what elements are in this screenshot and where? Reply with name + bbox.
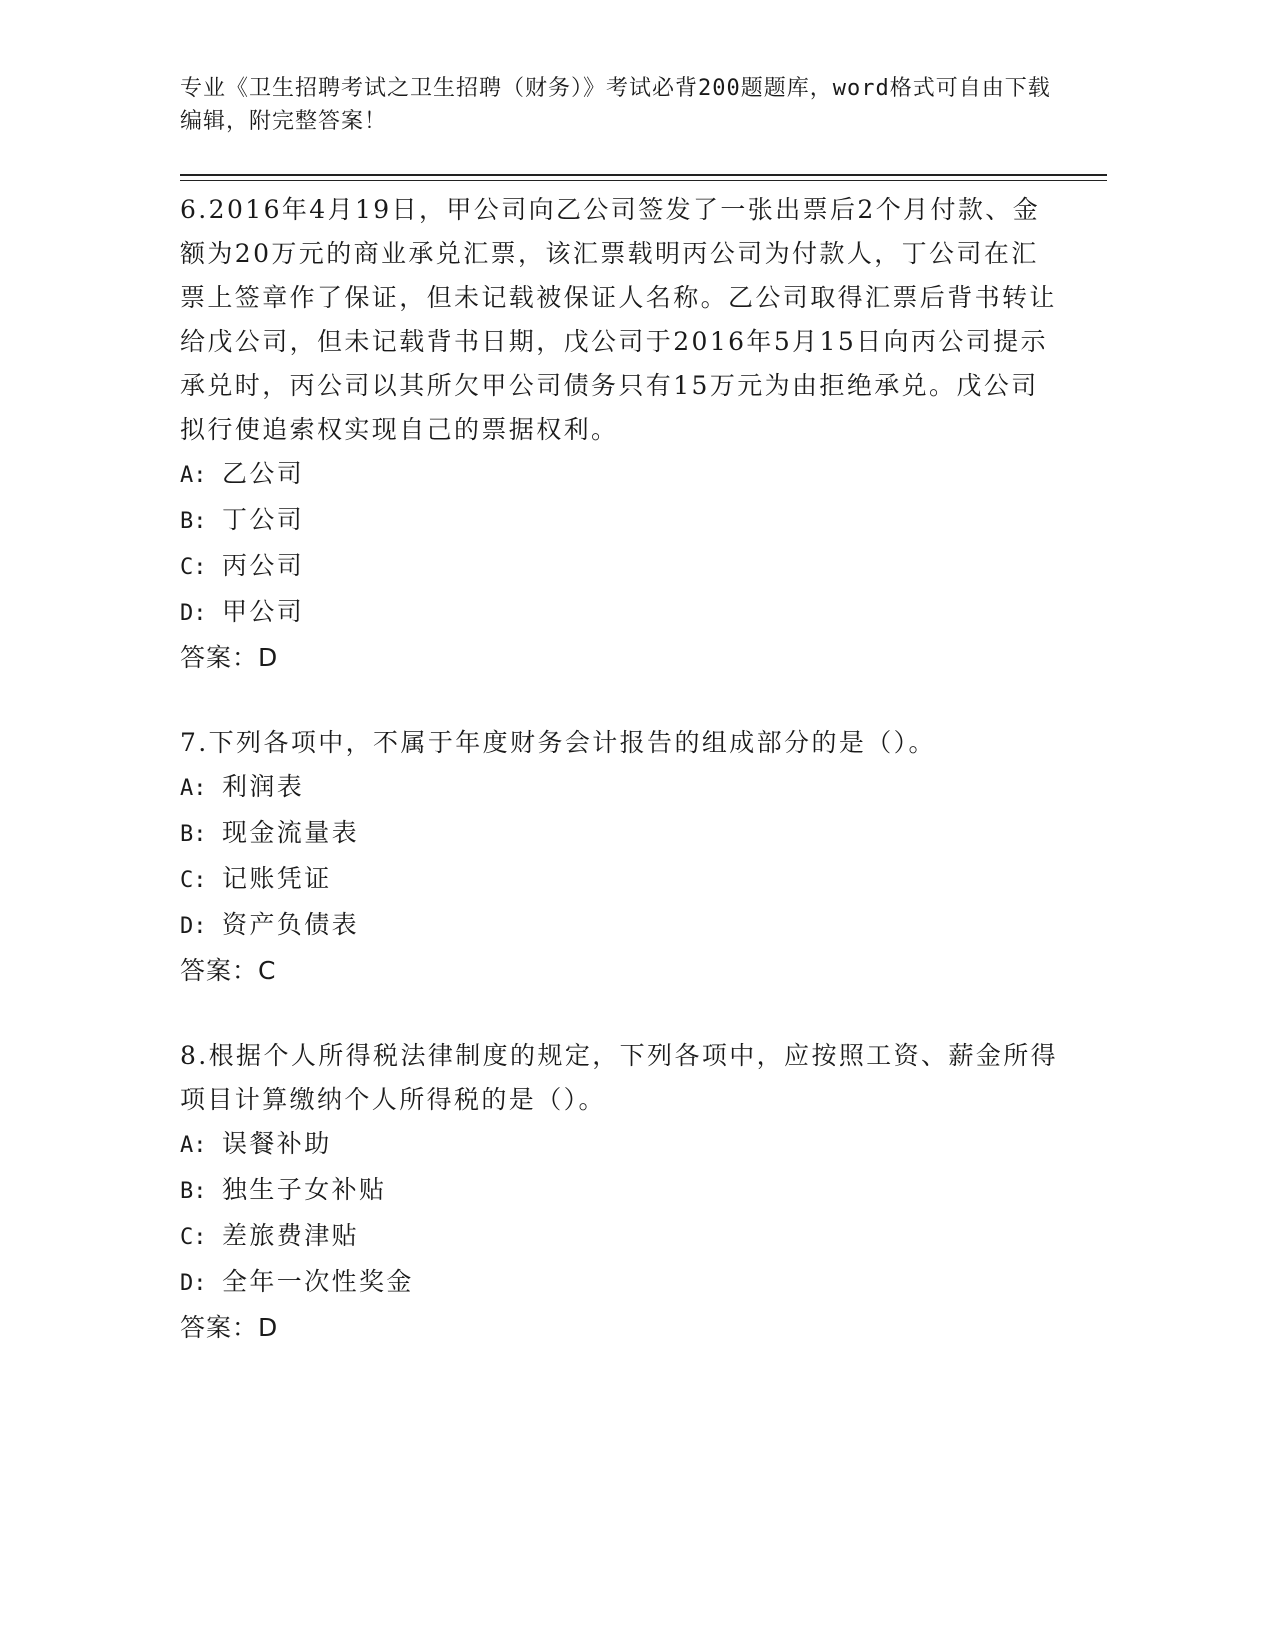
question-text: 6.2016年4月19日，甲公司向乙公司签发了一张出票后2个月付款、金额为20万元的商业承兑汇票，该汇票载明丙公司为付款人，丁公司在汇票上签章作了保证，但未记载被保证人名称。乙公司取得汇票后背书转让给戊公司，但未记载背书日期，戊公司于2016年5月15日向丙公司提示承兑时，丙公司以其所欠甲公司债务只有15万元为由拒绝承兑。戊公司拟行使追索权实现自己的票据权利。 (180, 195, 1057, 444)
option-d (180, 1260, 1060, 1306)
option-key: A: (180, 463, 207, 488)
option-key: B: (180, 1179, 207, 1204)
header-divider-thick (180, 174, 1107, 176)
option-text: 独生子女补贴 (222, 1175, 387, 1204)
option-key: D: (180, 914, 207, 939)
question-text: 8.根据个人所得税法律制度的规定，下列各项中，应按照工资、薪金所得项目计算缴纳个人所得税的是（）。 (180, 1041, 1059, 1114)
option-key: B: (180, 822, 207, 847)
option-key: C: (180, 1225, 207, 1250)
option-c (180, 544, 1060, 590)
option-d (180, 903, 1060, 949)
option-text: 资产负债表 (222, 910, 360, 939)
option-key: B: (180, 509, 207, 534)
option-text: 差旅费津贴 (222, 1221, 360, 1250)
option-text: 丙公司 (222, 551, 305, 580)
option-b (180, 498, 1060, 544)
option-key: A: (180, 1133, 207, 1158)
question-6 (180, 188, 1060, 680)
question-8 (180, 1034, 1060, 1350)
option-text: 乙公司 (222, 459, 305, 488)
option-text: 记账凭证 (222, 864, 332, 893)
question-text: 7.下列各项中，不属于年度财务会计报告的组成部分的是（）。 (180, 728, 936, 757)
option-text: 甲公司 (222, 597, 305, 626)
option-text: 丁公司 (222, 505, 305, 534)
header-divider-thin (180, 180, 1107, 181)
option-c (180, 857, 1060, 903)
option-a (180, 765, 1060, 811)
question-list (180, 188, 1060, 1391)
answer-line: 答案：C (180, 956, 277, 985)
option-a (180, 1122, 1060, 1168)
option-key: D: (180, 1271, 207, 1296)
document-header: 专业《卫生招聘考试之卫生招聘（财务）》考试必背200题题库，word格式可自由下载编辑，附完整答案！ (180, 76, 1051, 134)
option-b (180, 1168, 1060, 1214)
answer-line: 答案：D (180, 643, 279, 672)
option-d (180, 590, 1060, 636)
option-text: 现金流量表 (222, 818, 360, 847)
option-text: 全年一次性奖金 (222, 1267, 414, 1296)
option-key: A: (180, 776, 207, 801)
option-key: D: (180, 601, 207, 626)
answer-line: 答案：D (180, 1313, 279, 1342)
option-c (180, 1214, 1060, 1260)
option-text: 利润表 (222, 772, 305, 801)
question-7 (180, 721, 1060, 993)
option-key: C: (180, 555, 207, 580)
option-a (180, 452, 1060, 498)
option-key: C: (180, 868, 207, 893)
option-text: 误餐补助 (222, 1129, 332, 1158)
option-b (180, 811, 1060, 857)
